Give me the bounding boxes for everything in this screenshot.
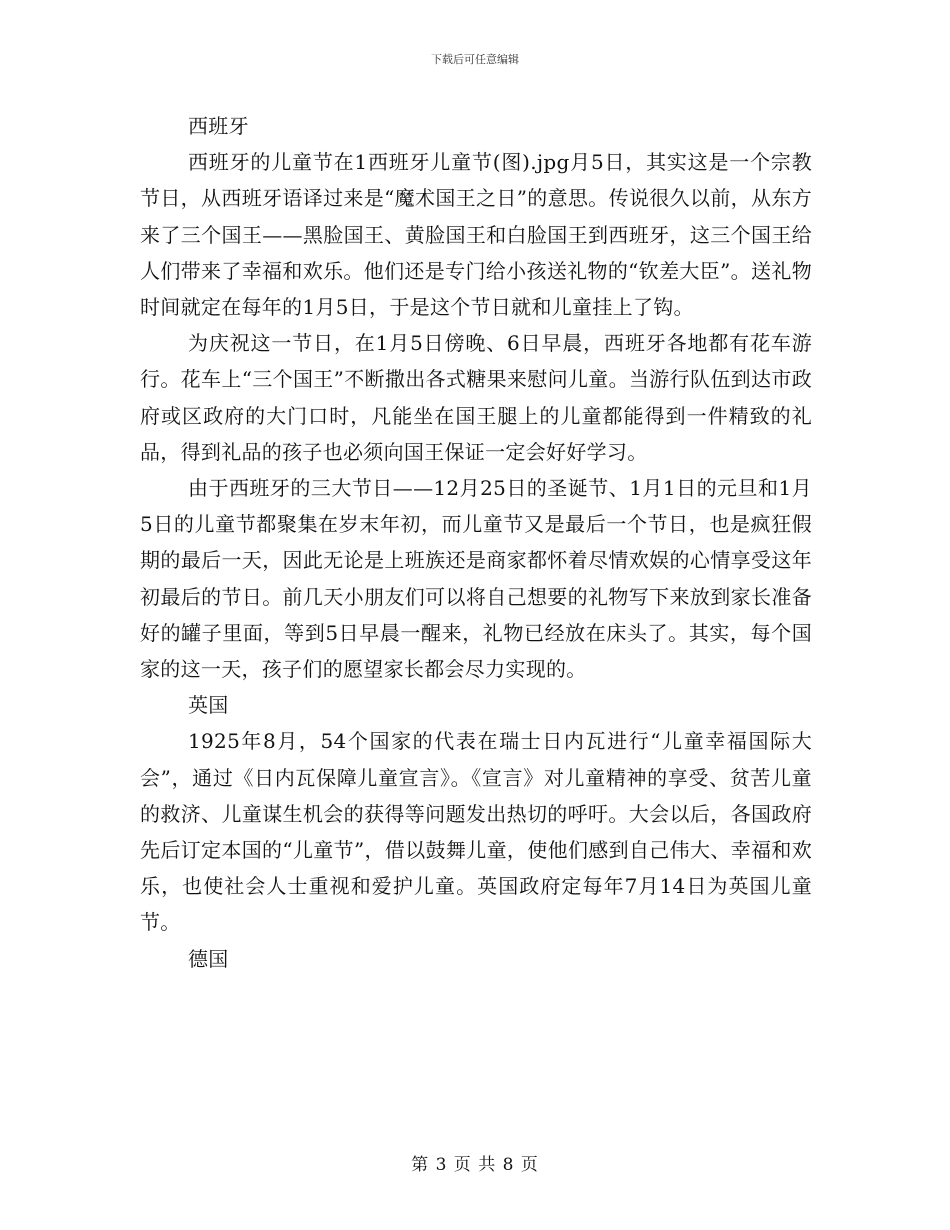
paragraph-spain-intro: 西班牙的儿童节在1西班牙儿童节(图).jpg月5日，其实这是一个宗教节日，从西班牙语译过来是“魔术国王之日”的意思。传说很久以前，从东方来了三个国王——黑脸国王、黄脸国王和白脸国王到西班牙，这三个国王给人们带来了幸福和欢乐。他们还是专门给小孩送礼物的“钦差大臣”。送礼物时间就定在每年的1月5日，于是这个节日就和儿童挂上了钩。 xyxy=(140,150,812,320)
section-heading-uk: 英国 xyxy=(188,693,229,718)
page-header: 下载后可任意编辑 xyxy=(431,53,519,66)
section-heading-germany: 德国 xyxy=(188,946,229,971)
paragraph-spain-parade: 为庆祝这一节日，在1月5日傍晚、6日早晨，西班牙各地都有花车游行。花车上“三个国王”不断撒出各式糖果来慰问儿童。当游行队伍到达市政府或区政府的大门口时，凡能坐在国王腿上的儿童都能得到一件精致的礼品，得到礼品的孩子也必须向国王保证一定会好好学习。 xyxy=(140,331,812,464)
page-footer: 第 3 页 共 8 页 xyxy=(411,1155,539,1175)
document-body xyxy=(140,108,812,977)
section-heading-spain: 西班牙 xyxy=(188,114,249,138)
paragraph-uk: 1925年8月，54个国家的代表在瑞士日内瓦进行“儿童幸福国际大会”，通过《日内瓦保障儿童宣言》。《宣言》对儿童精神的享受、贫苦儿童的救济、儿童谋生机会的获得等问题发出热切的呼吁。大会以后，各国政府先后订定本国的“儿童节”，借以鼓舞儿童，使他们感到自己伟大、幸福和欢乐，也使社会人士重视和爱护儿童。英国政府定每年7月14日为英国儿童节。 xyxy=(140,729,812,935)
paragraph-spain-holidays: 由于西班牙的三大节日——12月25日的圣诞节、1月1日的元旦和1月5日的儿童节都聚集在岁末年初，而儿童节又是最后一个节日，也是疯狂假期的最后一天，因此无论是上班族还是商家都怀着尽情欢娱的心情享受这年初最后的节日。前几天小朋友们可以将自己想要的礼物写下来放到家长准备好的罐子里面，等到5日早晨一醒来，礼物已经放在床头了。其实，每个国家的这一天，孩子们的愿望家长都会尽力实现的。 xyxy=(140,476,812,682)
